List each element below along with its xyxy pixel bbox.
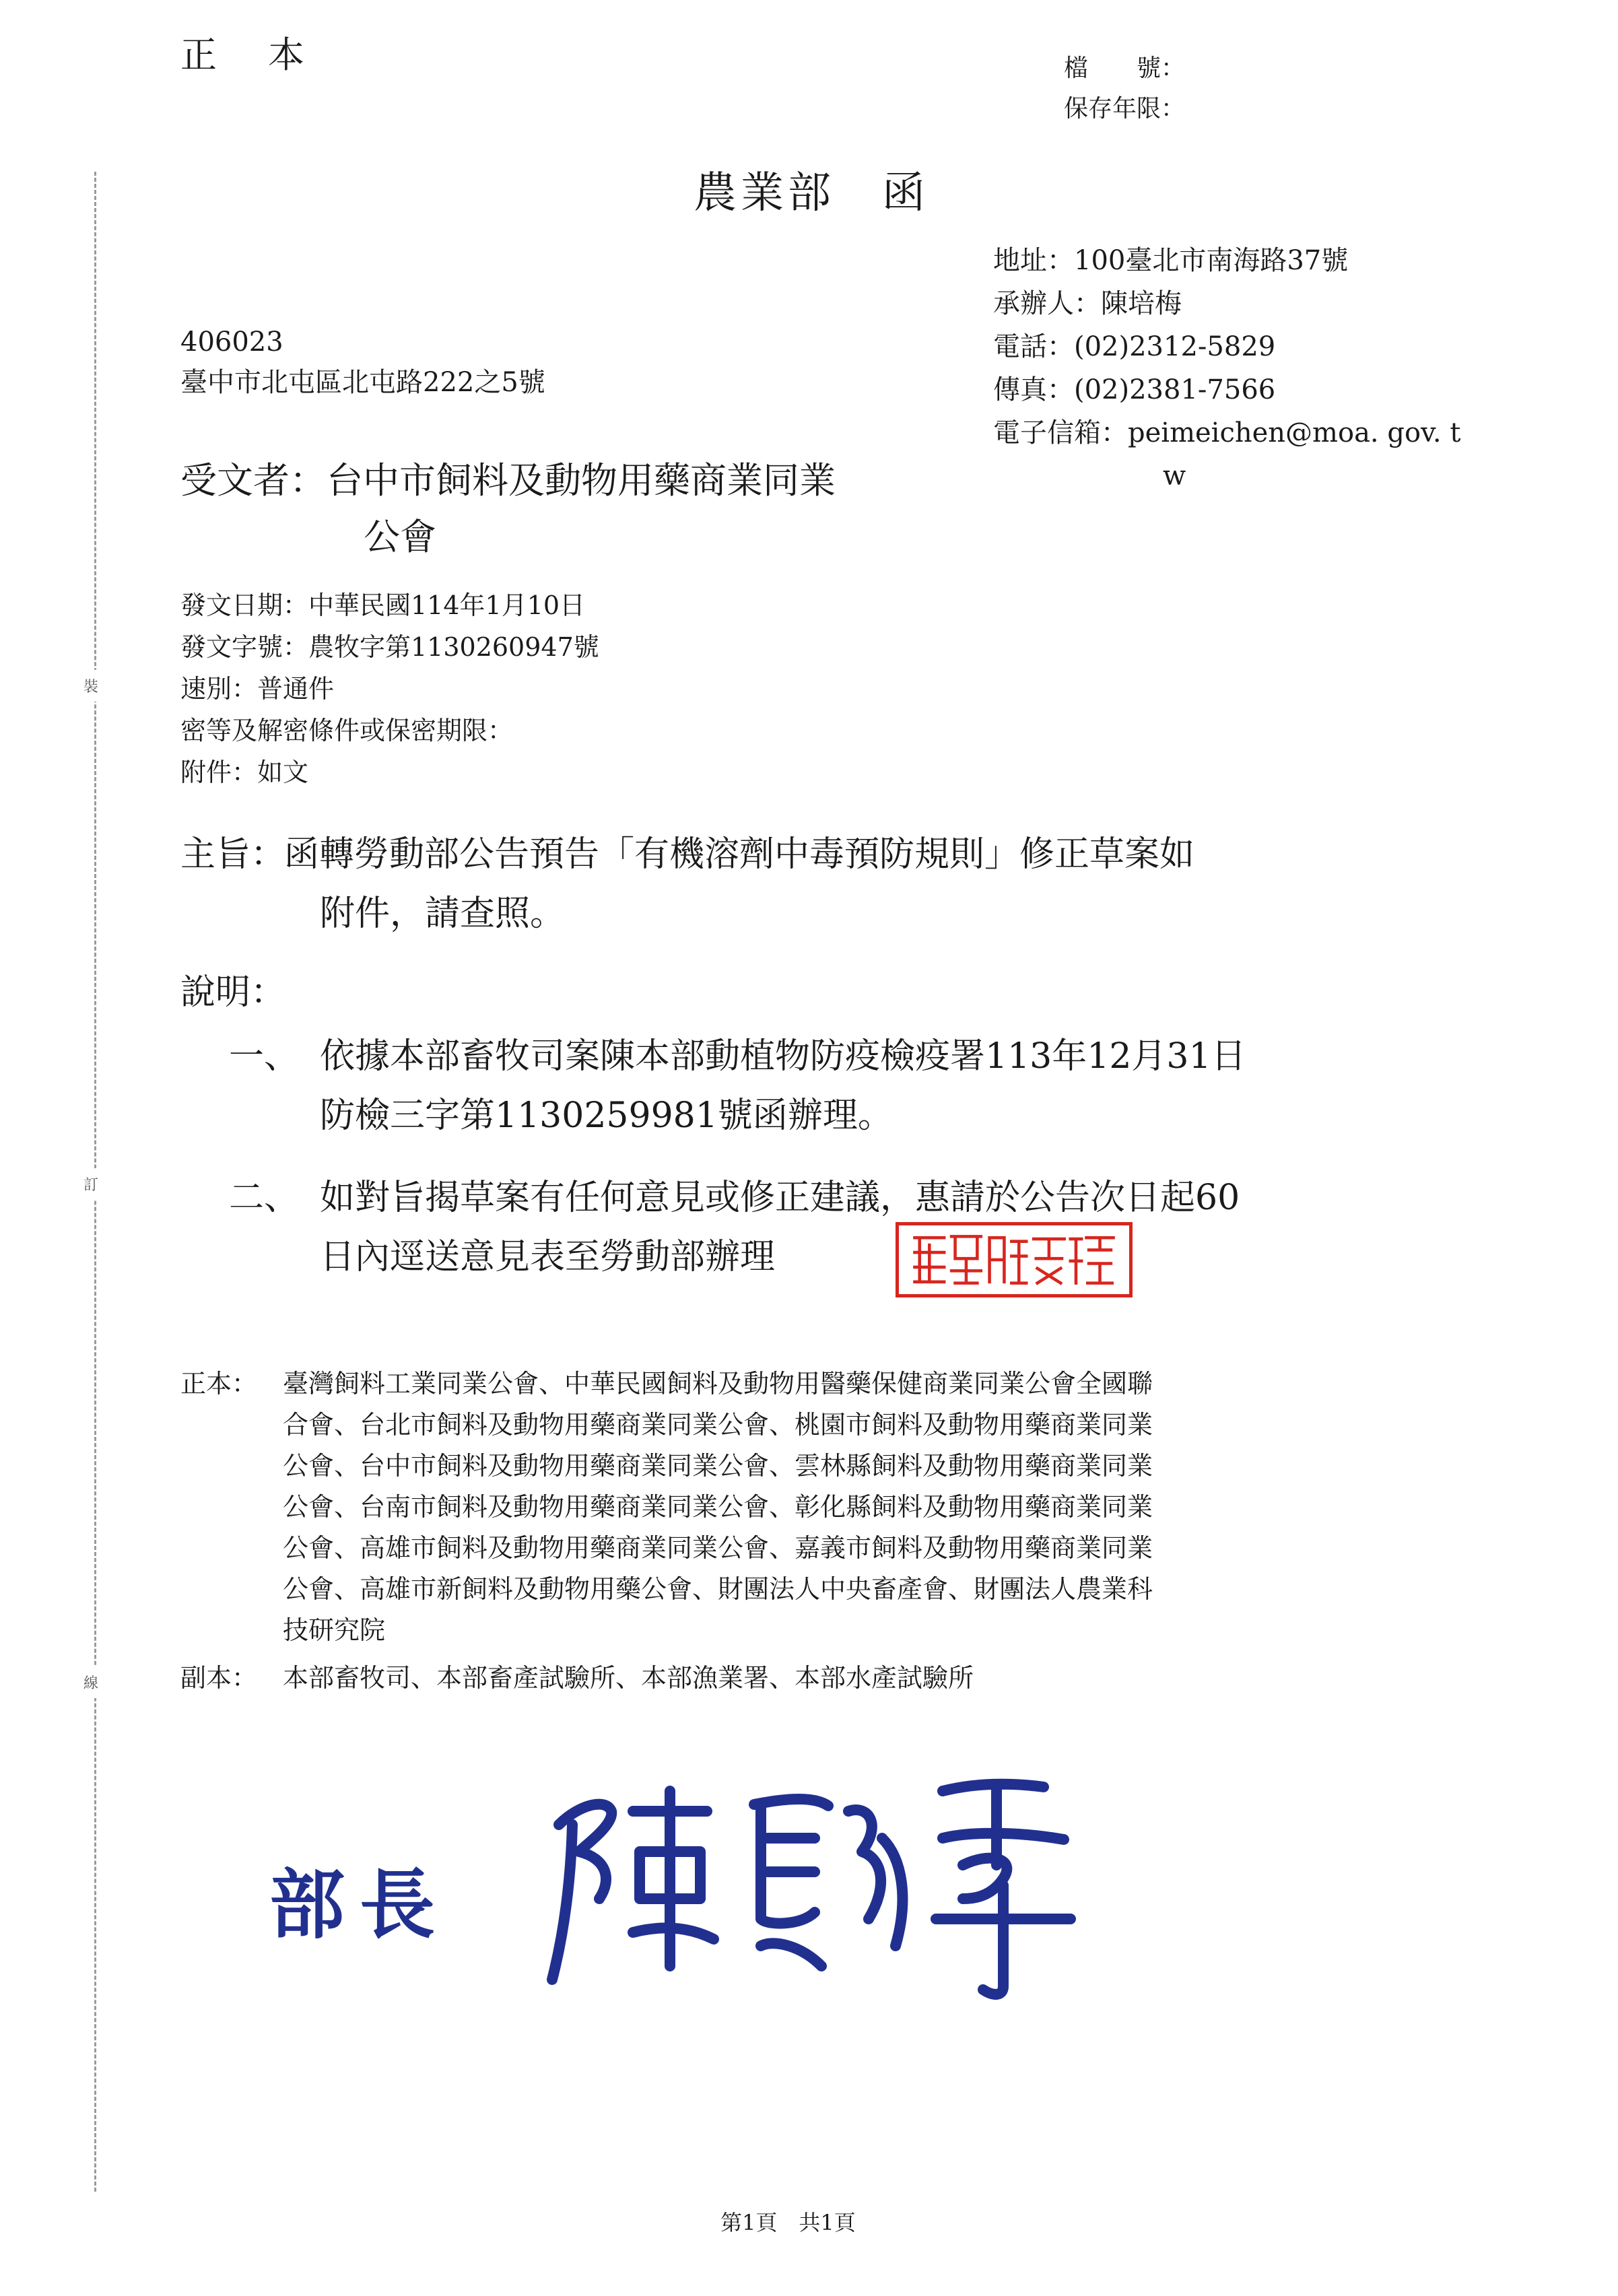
recipient-address: 臺中市北屯區北屯路222之5號 [180, 367, 545, 398]
sender-contact [993, 239, 1460, 498]
recipient-name-line-1: 台中市飼料及動物用藥商業同業 [327, 459, 836, 502]
secrecy-level: 密等及解密條件或保密期限： [180, 716, 514, 745]
original-recipients-line-7: 技研究院 [283, 1615, 386, 1645]
subject-line-1: 函轉勞動部公告預告「有機溶劑中毒預防規則」修正草案如 [284, 834, 1195, 875]
binding-mark-zhuang: 裝 [83, 670, 98, 702]
phone-number: 電話：(02)2312-5829 [993, 331, 1276, 362]
sender-address: 地址：100臺北市南海路37號 [993, 245, 1349, 276]
recipient-label: 受文者： [180, 459, 326, 502]
retention-period-label: 保存年限： [1064, 95, 1186, 123]
recipient-name-line-2: 公會 [364, 516, 436, 558]
original-recipients-line-1: 臺灣飼料工業同業公會、中華民國飼料及動物用醫藥保健商業同業公會全國聯 [283, 1369, 1153, 1398]
email-line-1: 電子信箱：peimeichen@moa. gov. t [993, 417, 1461, 448]
file-number-label: 檔 號： [1064, 55, 1186, 82]
subject-label: 主旨： [180, 834, 286, 875]
binding-mark-xian: 線 [83, 1666, 98, 1698]
original-recipients-line-3: 公會、台中市飼料及動物用藥商業同業公會、雲林縣飼料及動物用藥商業同業 [283, 1451, 1153, 1481]
original-recipients-line-5: 公會、高雄市飼料及動物用藥商業同業公會、嘉義市飼料及動物用藥商業同業 [283, 1533, 1153, 1563]
original-recipients-line-6: 公會、高雄市新飼料及動物用藥公會、財團法人中央畜產會、財團法人農業科 [283, 1574, 1153, 1604]
explanation-item-1-line-1: 依據本部畜牧司案陳本部動植物防疫檢疫署113年12月31日 [320, 1036, 1246, 1077]
explanation-item-1-number: 一、 [229, 1036, 300, 1077]
recipient-postcode: 406023 [180, 327, 283, 358]
explanation-item-2-number: 二、 [229, 1178, 300, 1218]
page-number: 第1頁 共1頁 [720, 2210, 856, 2235]
proofreading-seal [896, 1222, 1133, 1297]
file-info [1064, 48, 1185, 129]
copy-recipients-label: 副本： [180, 1663, 258, 1693]
explanation-label: 說明： [180, 972, 286, 1013]
seal-glyphs-icon [899, 1225, 1129, 1294]
handwritten-signature-icon [532, 1764, 1084, 2006]
signatory-title: 部長 [269, 1862, 450, 1949]
email-line-2: w [1163, 461, 1186, 492]
binding-mark-ding: 訂 [83, 1168, 98, 1200]
fax-number: 傳真：(02)2381-7566 [993, 374, 1276, 405]
document-title: 農業部 函 [694, 168, 929, 218]
original-recipients-label: 正本： [180, 1369, 258, 1398]
copy-recipients: 本部畜牧司、本部畜產試驗所、本部漁業署、本部水產試驗所 [283, 1663, 974, 1693]
issue-date: 發文日期：中華民國114年1月10日 [180, 590, 586, 620]
explanation-item-2-line-1: 如對旨揭草案有任何意見或修正建議，惠請於公告次日起60 [320, 1178, 1240, 1218]
explanation-item-2-line-2: 日內逕送意見表至勞動部辦理 [320, 1237, 776, 1277]
original-recipients-line-2: 合會、台北市飼料及動物用藥商業同業公會、桃園市飼料及動物用藥商業同業 [283, 1410, 1153, 1440]
attachment: 附件：如文 [180, 757, 309, 787]
document-number: 發文字號：農牧字第1130260947號 [180, 632, 599, 662]
original-recipients-line-4: 公會、台南市飼料及動物用藥商業同業公會、彰化縣飼料及動物用藥商業同業 [283, 1492, 1153, 1522]
delivery-speed: 速別：普通件 [180, 674, 335, 704]
subject-line-2: 附件，請查照。 [320, 893, 566, 934]
explanation-item-1-line-2: 防檢三字第1130259981號函辦理。 [320, 1095, 893, 1136]
document-mark: 正本 [180, 34, 356, 76]
case-handler: 承辦人：陳培梅 [993, 288, 1182, 319]
